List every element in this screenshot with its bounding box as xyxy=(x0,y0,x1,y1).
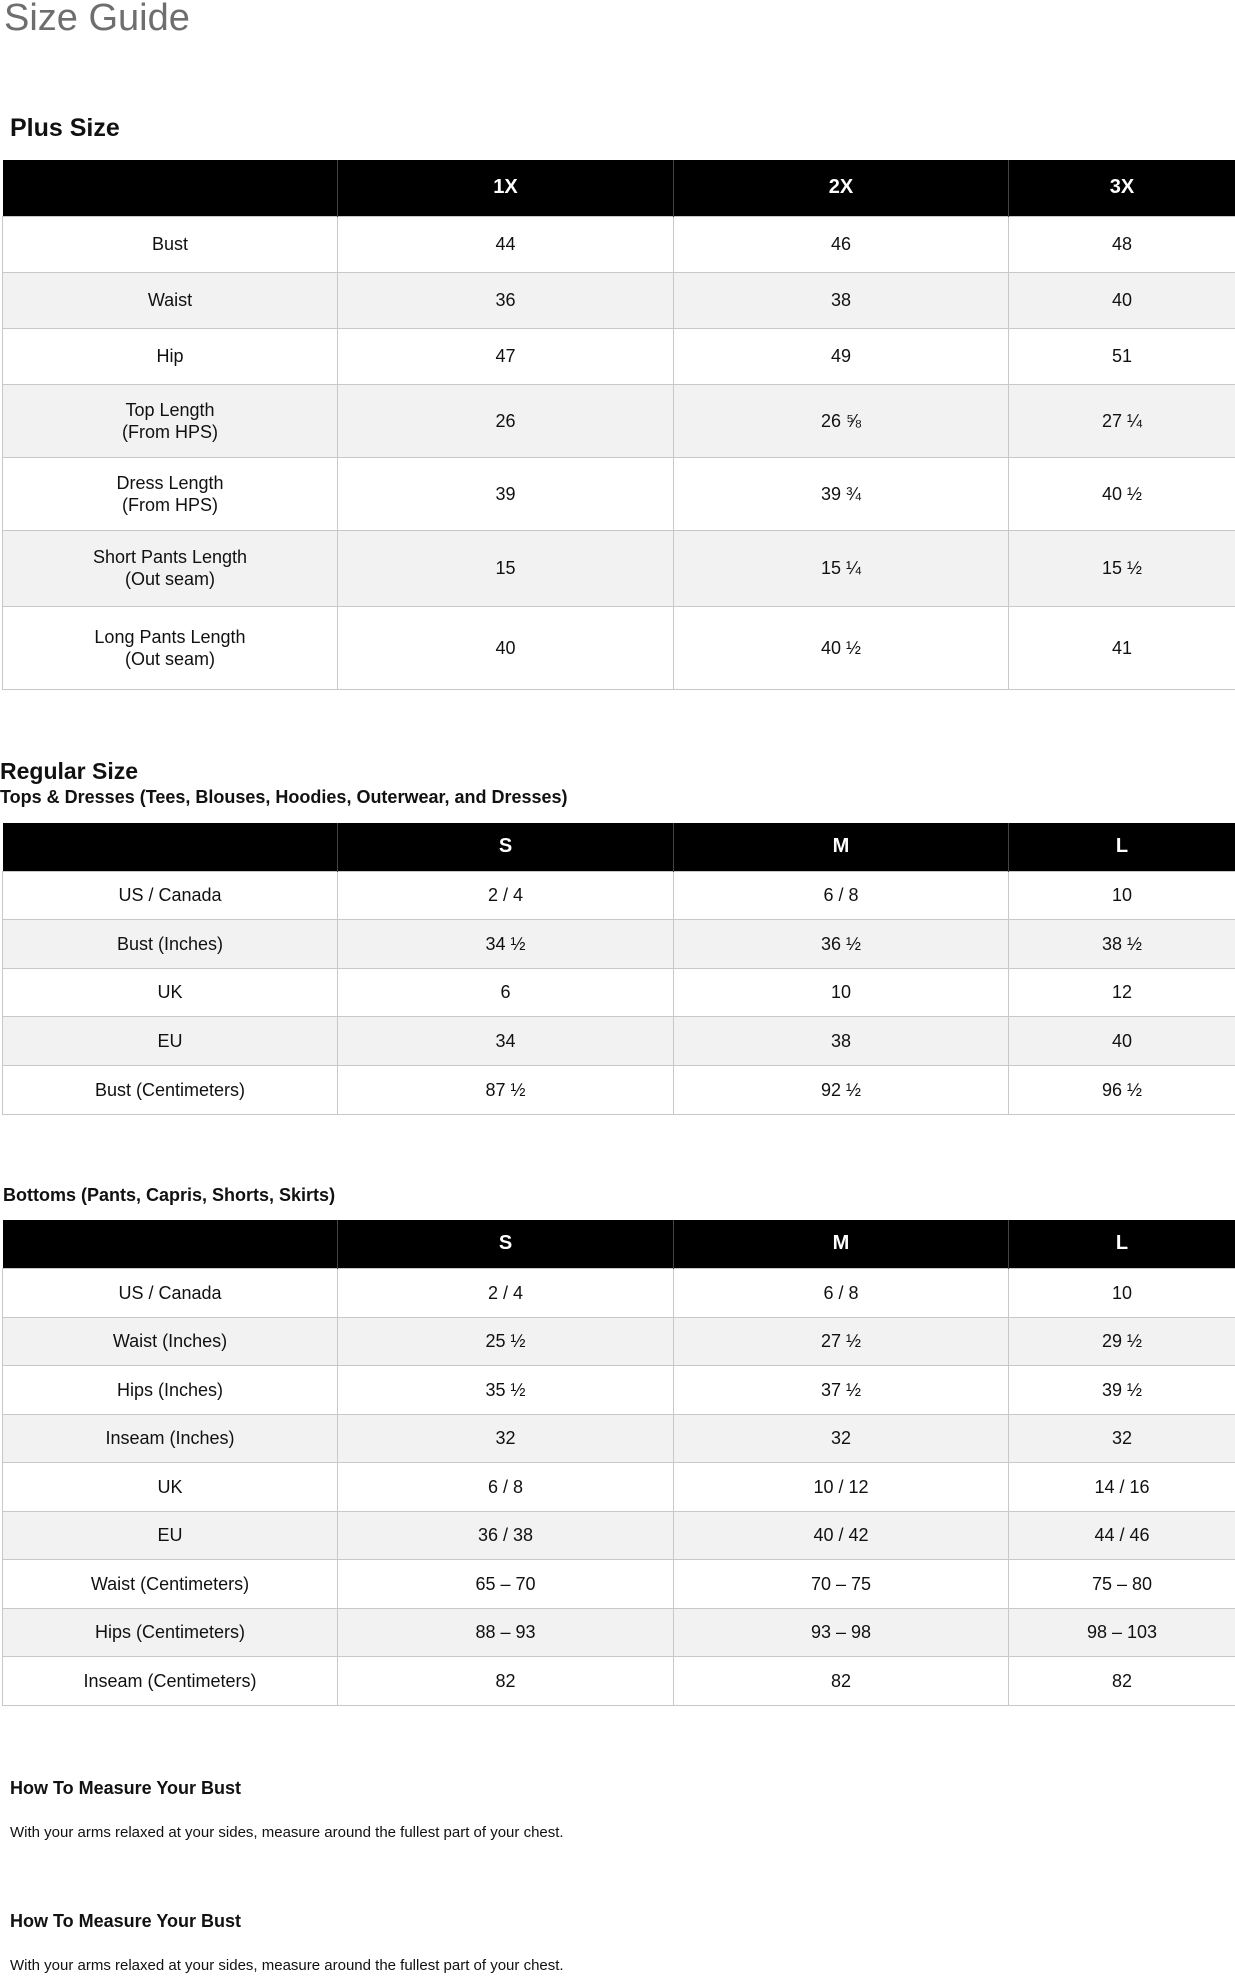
size-value-cell: 44 xyxy=(338,216,674,272)
size-value-cell: 98 – 103 xyxy=(1009,1608,1235,1656)
size-value-cell: 10 xyxy=(1009,871,1235,919)
header-cell-size: S xyxy=(338,1220,674,1268)
measure-heading-2: How To Measure Your Bust xyxy=(10,1911,242,1931)
header-cell-size: L xyxy=(1009,1220,1235,1268)
bottoms-size-table xyxy=(2,1220,1235,1706)
table-row xyxy=(3,1656,1235,1705)
row-label: Short Pants Length (Out seam) xyxy=(3,530,338,606)
table-row xyxy=(3,1317,1235,1365)
size-value-cell: 40 xyxy=(1009,1016,1235,1065)
header-cell-size: 1X xyxy=(338,160,674,216)
bottoms-subheading: Bottoms (Pants, Capris, Shorts, Skirts) xyxy=(3,1185,336,1205)
table-header-row xyxy=(3,160,1235,216)
row-label: Bust xyxy=(3,216,338,272)
size-value-cell: 75 – 80 xyxy=(1009,1559,1235,1608)
size-value-cell: 41 xyxy=(1009,606,1235,689)
header-cell-size: 2X xyxy=(674,160,1009,216)
size-value-cell: 65 – 70 xyxy=(338,1559,674,1608)
measure-text-1: With your arms relaxed at your sides, measure around the fullest part of your chest. xyxy=(10,1824,564,1841)
row-label: Waist (Centimeters) xyxy=(3,1559,338,1608)
row-label: US / Canada xyxy=(3,871,338,919)
size-value-cell: 6 / 8 xyxy=(338,1462,674,1511)
size-value-cell: 39 xyxy=(338,457,674,530)
size-value-cell: 82 xyxy=(674,1656,1009,1705)
page-title: Size Guide xyxy=(4,0,190,39)
size-value-cell: 34 xyxy=(338,1016,674,1065)
size-value-cell: 82 xyxy=(338,1656,674,1705)
size-value-cell: 10 xyxy=(1009,1268,1235,1317)
header-cell-size: 3X xyxy=(1009,160,1235,216)
size-value-cell: 35 ½ xyxy=(338,1365,674,1414)
table-row xyxy=(3,968,1235,1016)
size-value-cell: 10 / 12 xyxy=(674,1462,1009,1511)
size-value-cell: 37 ½ xyxy=(674,1365,1009,1414)
row-label: Long Pants Length (Out seam) xyxy=(3,606,338,689)
table-row xyxy=(3,871,1235,919)
size-value-cell: 26 xyxy=(338,384,674,457)
size-value-cell: 15 ½ xyxy=(1009,530,1235,606)
tops-subheading: Tops & Dresses (Tees, Blouses, Hoodies, Outerwear, and Dresses) xyxy=(0,787,568,807)
size-value-cell: 10 xyxy=(674,968,1009,1016)
measure-text-2: With your arms relaxed at your sides, measure around the fullest part of your chest. xyxy=(10,1957,564,1974)
size-value-cell: 39 ½ xyxy=(1009,1365,1235,1414)
size-value-cell: 36 xyxy=(338,272,674,328)
size-value-cell: 40 xyxy=(338,606,674,689)
row-label: UK xyxy=(3,968,338,1016)
table-row xyxy=(3,530,1235,606)
size-value-cell: 47 xyxy=(338,328,674,384)
size-value-cell: 40 / 42 xyxy=(674,1511,1009,1559)
row-label: EU xyxy=(3,1016,338,1065)
row-label: Hips (Inches) xyxy=(3,1365,338,1414)
tops-size-table xyxy=(2,823,1235,1115)
size-value-cell: 36 ½ xyxy=(674,919,1009,968)
row-label: Waist xyxy=(3,272,338,328)
size-value-cell: 27 ½ xyxy=(674,1317,1009,1365)
row-label: Hips (Centimeters) xyxy=(3,1608,338,1656)
row-label: Inseam (Inches) xyxy=(3,1414,338,1462)
table-row xyxy=(3,216,1235,272)
size-value-cell: 88 – 93 xyxy=(338,1608,674,1656)
size-value-cell: 46 xyxy=(674,216,1009,272)
header-cell-size: M xyxy=(674,823,1009,871)
table-row xyxy=(3,1065,1235,1114)
row-label: Waist (Inches) xyxy=(3,1317,338,1365)
table-row xyxy=(3,1511,1235,1559)
header-cell-size: L xyxy=(1009,823,1235,871)
regular-size-heading: Regular Size xyxy=(0,758,139,784)
size-value-cell: 38 xyxy=(674,1016,1009,1065)
row-label: Top Length (From HPS) xyxy=(3,384,338,457)
row-label: Hip xyxy=(3,328,338,384)
table-row xyxy=(3,272,1235,328)
plus-size-table xyxy=(2,160,1235,690)
table-row xyxy=(3,1559,1235,1608)
table-row xyxy=(3,1414,1235,1462)
size-value-cell: 87 ½ xyxy=(338,1065,674,1114)
plus-size-heading: Plus Size xyxy=(10,114,120,142)
table-header-row xyxy=(3,1220,1235,1268)
size-value-cell: 27 ¼ xyxy=(1009,384,1235,457)
size-value-cell: 34 ½ xyxy=(338,919,674,968)
table-header-row xyxy=(3,823,1235,871)
size-value-cell: 38 ½ xyxy=(1009,919,1235,968)
header-cell-empty xyxy=(3,1220,338,1268)
table-row xyxy=(3,1608,1235,1656)
size-value-cell: 32 xyxy=(674,1414,1009,1462)
size-value-cell: 29 ½ xyxy=(1009,1317,1235,1365)
size-value-cell: 40 ½ xyxy=(674,606,1009,689)
size-value-cell: 48 xyxy=(1009,216,1235,272)
size-value-cell: 32 xyxy=(1009,1414,1235,1462)
size-value-cell: 70 – 75 xyxy=(674,1559,1009,1608)
size-value-cell: 6 / 8 xyxy=(674,871,1009,919)
size-value-cell: 40 xyxy=(1009,272,1235,328)
size-value-cell: 15 xyxy=(338,530,674,606)
size-value-cell: 26 ⅝ xyxy=(674,384,1009,457)
table-row xyxy=(3,919,1235,968)
size-value-cell: 15 ¼ xyxy=(674,530,1009,606)
table-row xyxy=(3,328,1235,384)
row-label: EU xyxy=(3,1511,338,1559)
size-value-cell: 51 xyxy=(1009,328,1235,384)
row-label: Dress Length (From HPS) xyxy=(3,457,338,530)
row-label: UK xyxy=(3,1462,338,1511)
table-row xyxy=(3,1268,1235,1317)
row-label: US / Canada xyxy=(3,1268,338,1317)
size-value-cell: 82 xyxy=(1009,1656,1235,1705)
size-value-cell: 2 / 4 xyxy=(338,1268,674,1317)
size-value-cell: 40 ½ xyxy=(1009,457,1235,530)
size-value-cell: 49 xyxy=(674,328,1009,384)
size-value-cell: 92 ½ xyxy=(674,1065,1009,1114)
row-label: Bust (Inches) xyxy=(3,919,338,968)
table-row xyxy=(3,606,1235,689)
header-cell-empty xyxy=(3,160,338,216)
measure-heading-1: How To Measure Your Bust xyxy=(10,1778,242,1798)
size-value-cell: 36 / 38 xyxy=(338,1511,674,1559)
size-value-cell: 39 ¾ xyxy=(674,457,1009,530)
table-row xyxy=(3,1365,1235,1414)
size-value-cell: 96 ½ xyxy=(1009,1065,1235,1114)
size-value-cell: 6 / 8 xyxy=(674,1268,1009,1317)
size-value-cell: 2 / 4 xyxy=(338,871,674,919)
size-value-cell: 32 xyxy=(338,1414,674,1462)
table-row xyxy=(3,384,1235,457)
table-row xyxy=(3,1462,1235,1511)
size-value-cell: 38 xyxy=(674,272,1009,328)
header-cell-empty xyxy=(3,823,338,871)
size-value-cell: 44 / 46 xyxy=(1009,1511,1235,1559)
row-label: Inseam (Centimeters) xyxy=(3,1656,338,1705)
header-cell-size: M xyxy=(674,1220,1009,1268)
header-cell-size: S xyxy=(338,823,674,871)
size-value-cell: 6 xyxy=(338,968,674,1016)
size-value-cell: 14 / 16 xyxy=(1009,1462,1235,1511)
size-value-cell: 12 xyxy=(1009,968,1235,1016)
table-row xyxy=(3,457,1235,530)
row-label: Bust (Centimeters) xyxy=(3,1065,338,1114)
size-value-cell: 25 ½ xyxy=(338,1317,674,1365)
table-row xyxy=(3,1016,1235,1065)
size-value-cell: 93 – 98 xyxy=(674,1608,1009,1656)
